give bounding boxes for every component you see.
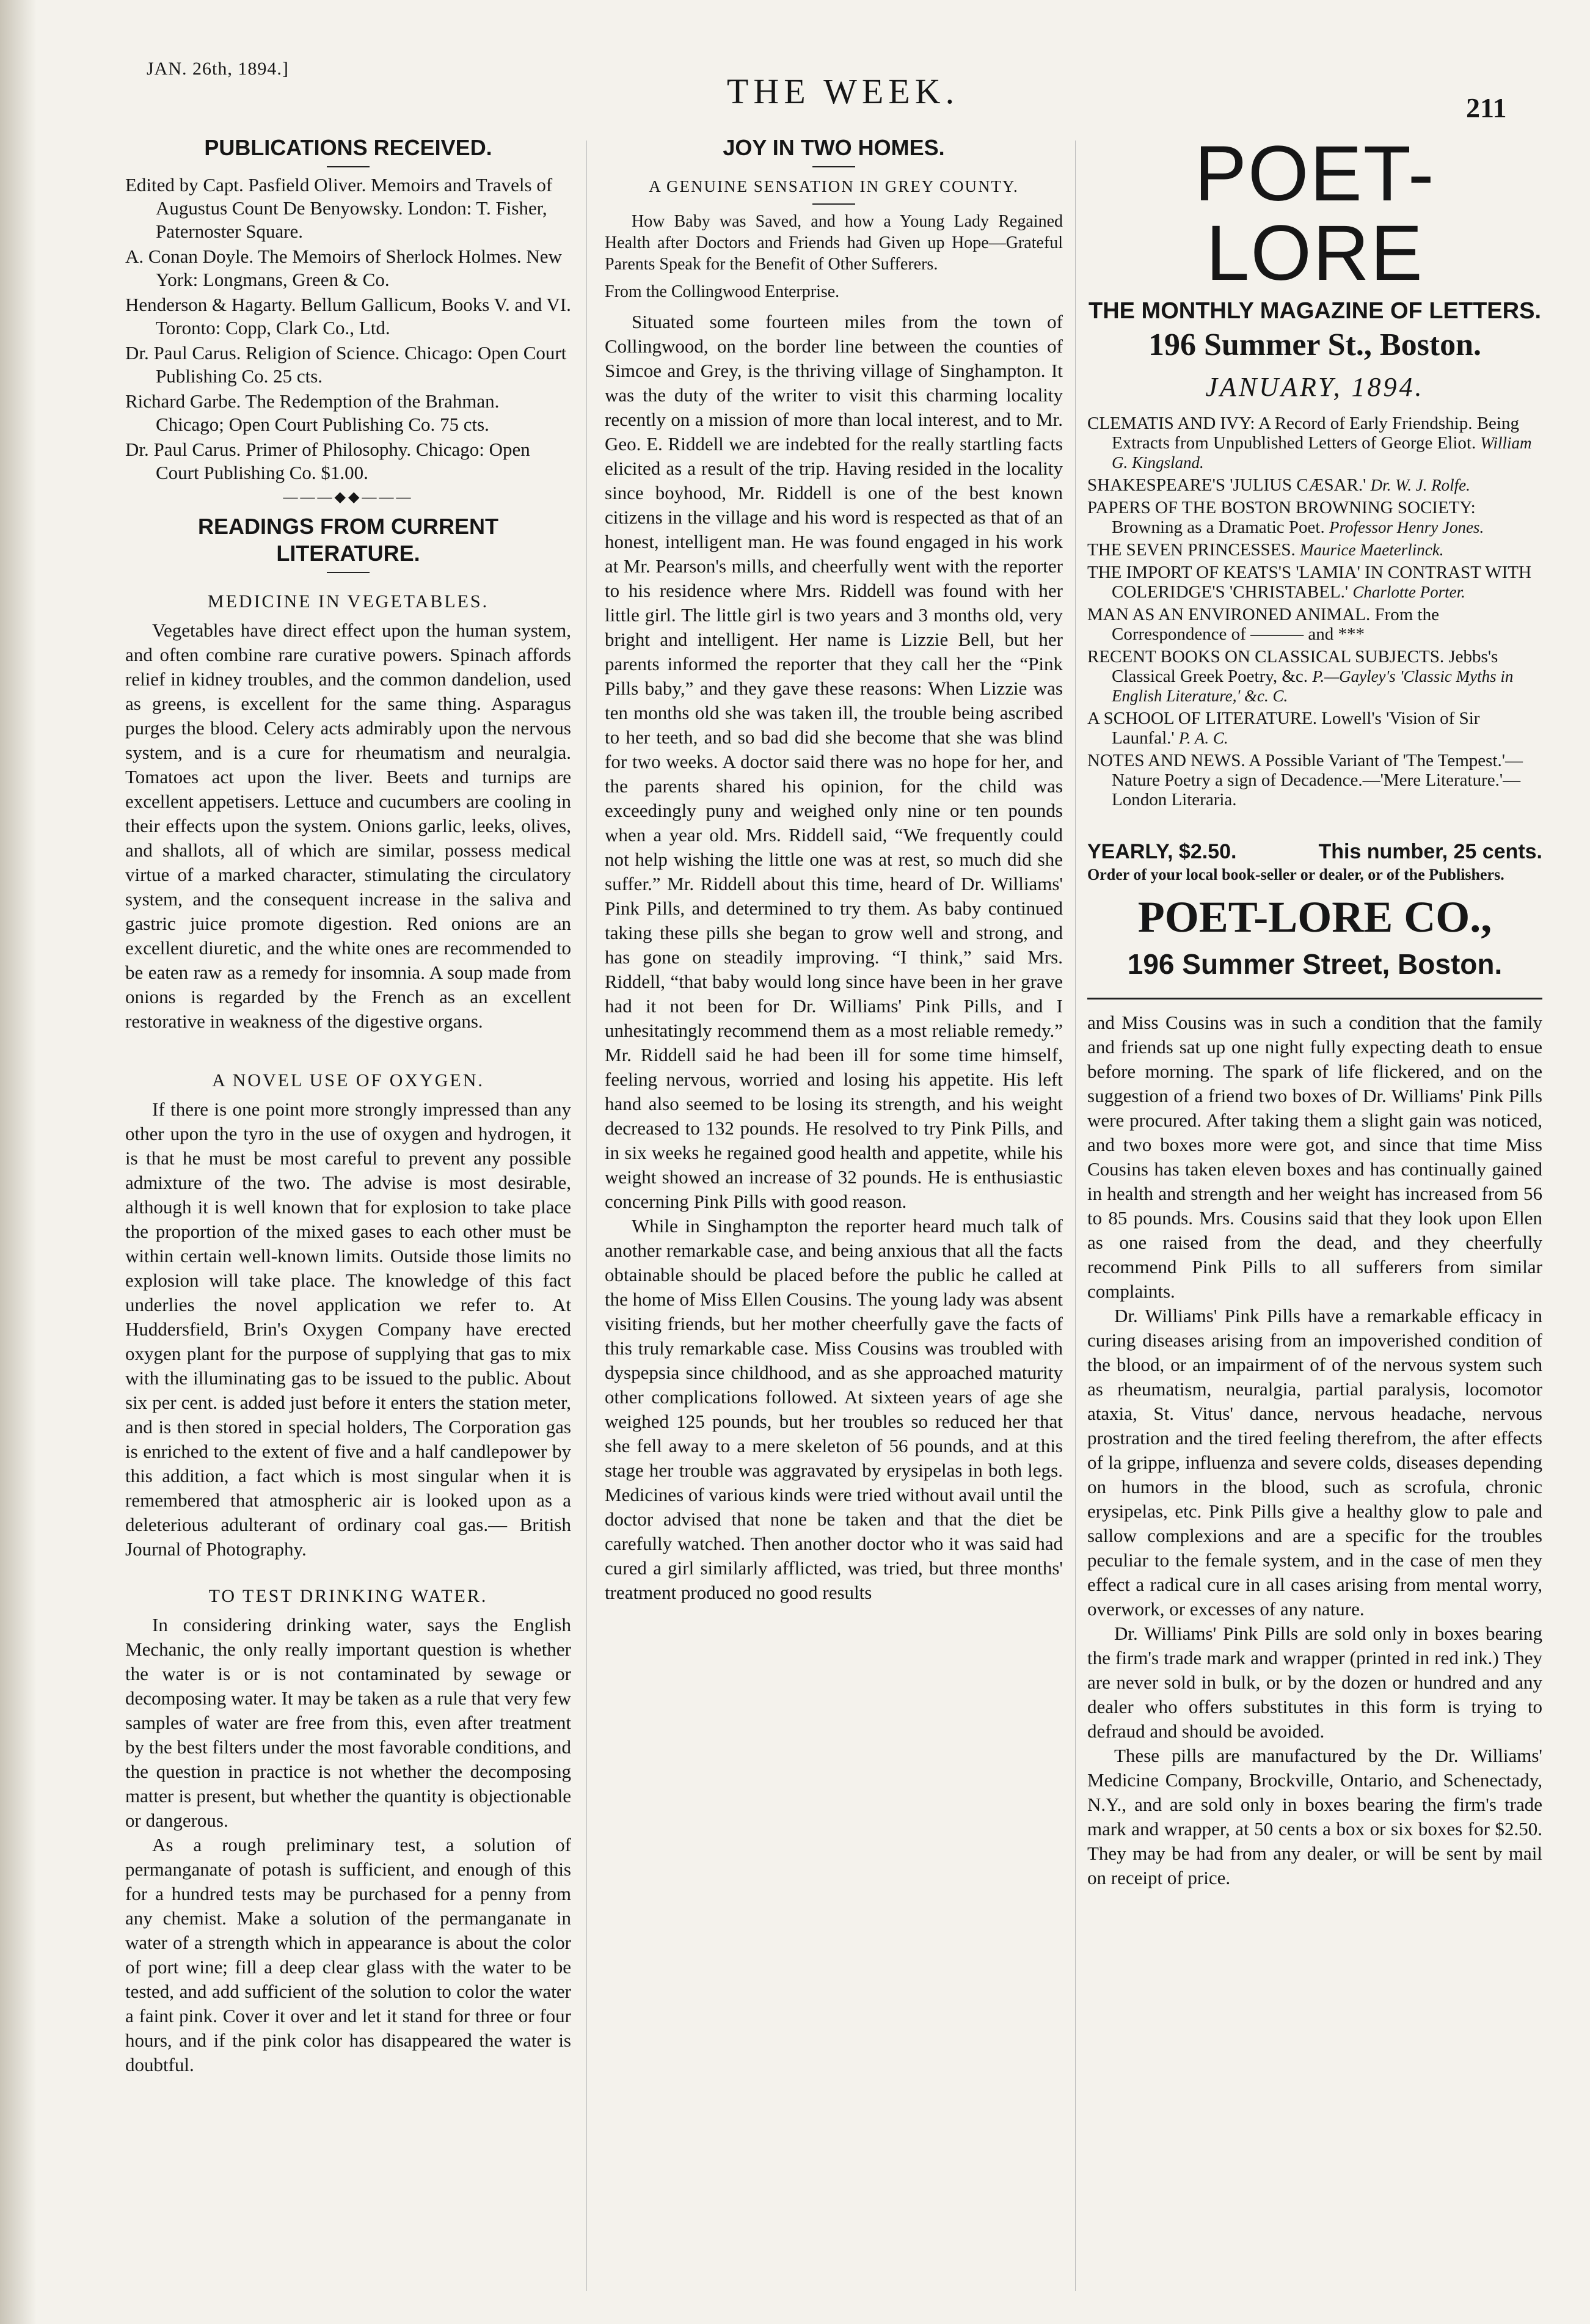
publications-list	[125, 174, 571, 484]
page-number: 211	[1466, 92, 1507, 123]
water-text-1: In considering drinking water, says the English Mechanic, the only really important question is whether the water is or is not contaminated by sewage or decomposing water. It may be taken as a rule that very few samples of water are free from this, even after treatment by the best filters under the most favorable conditions, and the question in practice is not whether the decomposing matter is present, but whether the quantity is objectionable or dangerous.	[125, 1614, 571, 1831]
masthead-title: THE WEEK.	[726, 71, 960, 111]
ad-contents-item: MAN AS AN ENVIRONED ANIMAL. From the Correspondence of ——— and ***	[1087, 605, 1439, 644]
ad-company-address: 196 Summer Street, Boston.	[1127, 948, 1503, 980]
ad-contents-item: RECENT BOOKS ON CLASSICAL SUBJECTS. Jebbs's Classical Greek Poetry, &c. P.—Gayley's 'Classic Myths in English Literature,' &c. C.	[1087, 647, 1514, 705]
publication-entry: Dr. Paul Carus. Primer of Philosophy. Chicago: Open Court Publishing Co. $1.00.	[125, 439, 530, 483]
continuation-paragraph-4: These pills are manufactured by the Dr. Williams' Medicine Company, Brockville, Ontario, and Schenectady, N.Y., and are sold only in boxes bearing the firm's trade mark and wrapper, at 50 cents a box or six boxes for $2.50. They may be had from any dealer, or will be sent by mail on receipt of price.	[1087, 1745, 1542, 1888]
publication-entry: A. Conan Doyle. The Memoirs of Sherlock Holmes. New York: Longmans, Green & Co.	[125, 246, 562, 290]
column-rule	[586, 141, 587, 2291]
issue-date: JAN. 26th, 1894.]	[147, 59, 289, 79]
ad-order-note: Order of your local book-seller or dealer, or of the Publishers.	[1087, 866, 1504, 883]
heading-rule	[812, 203, 855, 205]
article-paragraph-2: While in Singhampton the reporter heard much talk of another remarkable case, and being anxious that all the facts obtainable should be placed before the public he called at the home of Miss Ellen Cousins. The young lady was absent visiting friends, but her mother cheerfully gave the facts of this truly remarkable case. Miss Cousins was troubled with dyspepsia since childhood, and as she approached maturity other complications followed. At sixteen years of age she weighed 125 pounds, but her troubles so reduced her that she fell away to a mere skeleton of 56 pounds, and at this stage her trouble was aggravated by erysipelas in both legs. Medicines of various kinds were tried without avail until the doctor advised that none be taken and that the diet be carefully watched. Then another doctor who it was said had cured a girl similarly afflicted, was tried, but three months' treatment produced no good results	[605, 1215, 1063, 1603]
publication-entry: Henderson & Hagarty. Bellum Gallicum, Books V. and VI. Toronto: Copp, Clark Co., Ltd.	[125, 294, 571, 338]
section-divider: ———◆◆———	[283, 489, 414, 505]
article-paragraph-1: Situated some fourteen miles from the town of Collingwood, on the border line between the counties of Simcoe and Grey, is the thriving village of Singhampton. It was the duty of the writer to visit this charming locality recently on a mission of more than local interest, and to Mr. Geo. E. Riddell we are indebted for the really startling facts elicited as a result of the trip. Having resided in the locality since boyhood, Mr. Riddell is one of the best known citizens in the village and his word is respected as that of an honest, intelligent man. He was found engaged in his work at Mr. Pearson's mills, and cheerfully went with the reporter to his residence where Mrs. Riddell was found with her little girl. The little girl is two years and 3 months old, very bright and intelligent. Her name is Lizzie Bell, but her parents informed the reporter that they call her the “Pink Pills baby,” and they gave these reasons: When Lizzie was ten months old she was taken ill, the trouble being ascribed to her teeth, and so bad did she become that she was blind for two weeks. A doctor said there was no hope for her, and the parents shared his opinion, for the child was exceedingly puny and weighed only nine or ten pounds when a year old. Mrs. Riddell said, “We frequently could not help wishing the little one was at rest, so much did she suffer.” Mr. Riddell about this time, heard of Dr. Williams' Pink Pills, and determined to try them. As baby continued taking these pills she began to grow well and strong, and has gone on steadily improving. “I think,” said Mrs. Riddell, “that baby would long since have been in her grave had it not been for Dr. Williams' Pink Pills, and I unhesitatingly recommend them as a most reliable remedy.” Mr. Riddell said he had been ill for some time himself, feeling nervous, worried and losing his appetite. His left hand also seemed to be losing its strength, and his weight decreased to 132 pounds. He resolved to try Pink Pills, and in six weeks he regained good health and appetite, while his weight showed an increase of 32 pounds. He is enthusiastic concerning Pink Pills with good reason.	[605, 311, 1063, 1212]
article-heading: JOY IN TWO HOMES.	[723, 135, 945, 160]
medicine-title: MEDICINE IN VEGETABLES.	[207, 591, 489, 612]
ad-issue-month: JANUARY, 1894.	[1205, 372, 1424, 402]
column-middle	[605, 134, 1063, 1605]
ad-title: POET-LORE	[1194, 130, 1435, 297]
issue-price: This number, 25 cents.	[1318, 840, 1542, 863]
continuation-paragraph-2: Dr. Williams' Pink Pills have a remarkable efficacy in curing diseases arising from an impoverished condition of the blood, or an impairment of of the nervous system such as rheumatism, neuralgia, partial paralysis, locomotor ataxia, St. Vitus' dance, nervous headache, nervous prostration and the tired feeling therefrom, the after effects of la grippe, influenza and severe colds, diseases depending on humors in the blood, such as scrofula, chronic erysipelas, etc. Pink Pills give a healthy glow to pale and sallow complexions and are a specific for the troubles peculiar to the female system, and in the case of men they effect a radical cure in all cases arising from mental worry, overwork, or excesses of any nature.	[1087, 1305, 1542, 1620]
oxygen-title: A NOVEL USE OF OXYGEN.	[212, 1070, 484, 1091]
water-title: TO TEST DRINKING WATER.	[208, 1586, 488, 1606]
ad-company: POET-LORE CO.,	[1137, 893, 1492, 941]
yearly-price: YEARLY, $2.50.	[1087, 840, 1237, 863]
ad-contents-item: THE IMPORT OF KEATS'S 'LAMIA' IN CONTRAST WITH COLERIDGE'S 'CHRISTABEL.' Charlotte Porter.	[1087, 563, 1531, 602]
ad-contents-item: A SCHOOL OF LITERATURE. Lowell's 'Vision of Sir Launfal.' P. A. C.	[1087, 709, 1480, 748]
column-left	[125, 134, 571, 2077]
ad-pricing	[1087, 840, 1542, 864]
ad-contents-item: NOTES AND NEWS. A Possible Variant of 'The Tempest.'—Nature Poetry a sign of Decadence.—'Mere Literature.'—London Literaria.	[1087, 751, 1523, 809]
ad-subtitle: THE MONTHLY MAGAZINE OF LETTERS.	[1088, 298, 1542, 324]
heading-rule	[812, 166, 855, 167]
publication-entry: Richard Garbe. The Redemption of the Brahman. Chicago; Open Court Publishing Co. 75 cts.	[125, 390, 500, 435]
ad-address: 196 Summer St., Boston.	[1148, 327, 1482, 362]
ad-contents-item: PAPERS OF THE BOSTON BROWNING SOCIETY: Browning as a Dramatic Poet. Professor Henry Jones.	[1087, 498, 1484, 537]
ad-contents-item: CLEMATIS AND IVY: A Record of Early Friendship. Being Extracts from Unpublished Letters of George Eliot. William G. Kingsland.	[1087, 414, 1532, 472]
water-text-2: As a rough preliminary test, a solution of permanganate of potash is sufficient, and enough of this for a hundred tests may be purchased for a penny from any chemist. Make a solution of the permanganate in water of a strength which in appearance is about the color of port wine; fill a deep clear glass with the water to be tested, and add sufficient of the solution to color the water a faint pink. Cover it over and let it stand for three or four hours, and if the pink color has disappeared the water is doubtful.	[125, 1834, 571, 2075]
continuation-paragraph-1: and Miss Cousins was in such a condition that the family and friends sat up one night fully expecting death to ensue before morning. The spark of life flickered, and on the suggestion of a friend two boxes of Dr. Williams' Pink Pills were procured. After taking them a slight gain was noticed, and two boxes more were got, and since that time Miss Cousins has taken eleven boxes and has continually gained in health and strength and her weight has increased from 56 to 85 pounds. Mrs. Cousins said that they look upon Ellen as one raised from the dead, and they cheerfully recommend Pink Pills to all sufferers from similar complaints.	[1087, 1012, 1542, 1302]
heading-rule	[327, 572, 370, 573]
continuation-paragraph-3: Dr. Williams' Pink Pills are sold only in boxes bearing the firm's trade mark and wrapper (printed in red ink.) They are never sold in bulk, or by the dozen or hundred and any dealer who offers substitutes in this form is trying to defraud and should be avoided.	[1087, 1623, 1542, 1742]
poet-lore-advertisement	[1087, 130, 1542, 999]
publications-heading: PUBLICATIONS RECEIVED.	[204, 135, 492, 160]
ad-contents-item: THE SEVEN PRINCESSES. Maurice Maeterlinck.	[1087, 540, 1444, 560]
medicine-text: Vegetables have direct effect upon the human system, and often combine rare curative powers. Spinach affords relief in kidney troubles, and the common dandelion, used as greens, is excellent for the same thing. Asparagus purges the blood. Celery acts admirably upon the nervous system, and is a cure for rheumatism and neuralgia. Tomatoes act upon the liver. Beets and turnips are excellent appetisers. Lettuce and cucumbers are cooling in their effects upon the system. Onions garlic, leeks, olives, and shallots, all of which are similar, possess medical virtue of a marked character, stimulating the circulatory system, and the consequent increase in the saliva and gastric juice promote digestion. Red onions are an excellent diuretic, and the white ones are recommended to be eaten raw as a remedy for insomnia. A soup made from onions is regarded by the French as an excellent restorative in weakness of the digestive organs.	[125, 619, 571, 1032]
publication-entry: Dr. Paul Carus. Religion of Science. Chicago: Open Court Publishing Co. 25 cts.	[125, 342, 567, 387]
column-right	[1087, 130, 1542, 1890]
article-deck: How Baby was Saved, and how a Young Lady Regained Health after Doctors and Friends had Given up Hope—Grateful Parents Speak for the Benefit of Other Sufferers.	[605, 212, 1063, 274]
readings-heading: READINGS FROM CURRENT LITERATURE.	[198, 514, 498, 566]
oxygen-text: If there is one point more strongly impressed than any other upon the tyro in the use of oxygen and hydrogen, it is that he must be most careful to prevent any possible admixture of the two. The advise is most desirable, although it is well known that for explosion to take place the proportion of the mixed gases to each other must be within certain well-known limits. Outside those limits no explosion will take place. The knowledge of this fact underlies the novel application we refer to. At Huddersfield, Brin's Oxygen Company have erected oxygen plant for the purpose of supplying that gas to mix with the illuminating gas to be issued to the public. About six per cent. is added just before it enters the station meter, and is then stored in special holders, The Corporation gas is enriched to the extent of five and a half candlepower by this addition, a fact which is most singular when it is remembered that atmospheric air is looked upon as a deleterious adulterant of ordinary coal gas.— British Journal of Photography.	[125, 1098, 571, 1560]
page-fold-shadow	[0, 0, 37, 2324]
column-rule	[1075, 141, 1076, 2291]
heading-rule	[327, 166, 370, 167]
ad-contents-item: SHAKESPEARE'S 'JULIUS CÆSAR.' Dr. W. J. Rolfe.	[1087, 475, 1470, 495]
publication-entry: Edited by Capt. Pasfield Oliver. Memoirs and Travels of Augustus Count De Benyowsky. London: T. Fisher, Paternoster Square.	[125, 174, 553, 242]
article-subheading: A GENUINE SENSATION IN GREY COUNTY.	[649, 177, 1019, 195]
article-source: From the Collingwood Enterprise.	[605, 282, 840, 301]
